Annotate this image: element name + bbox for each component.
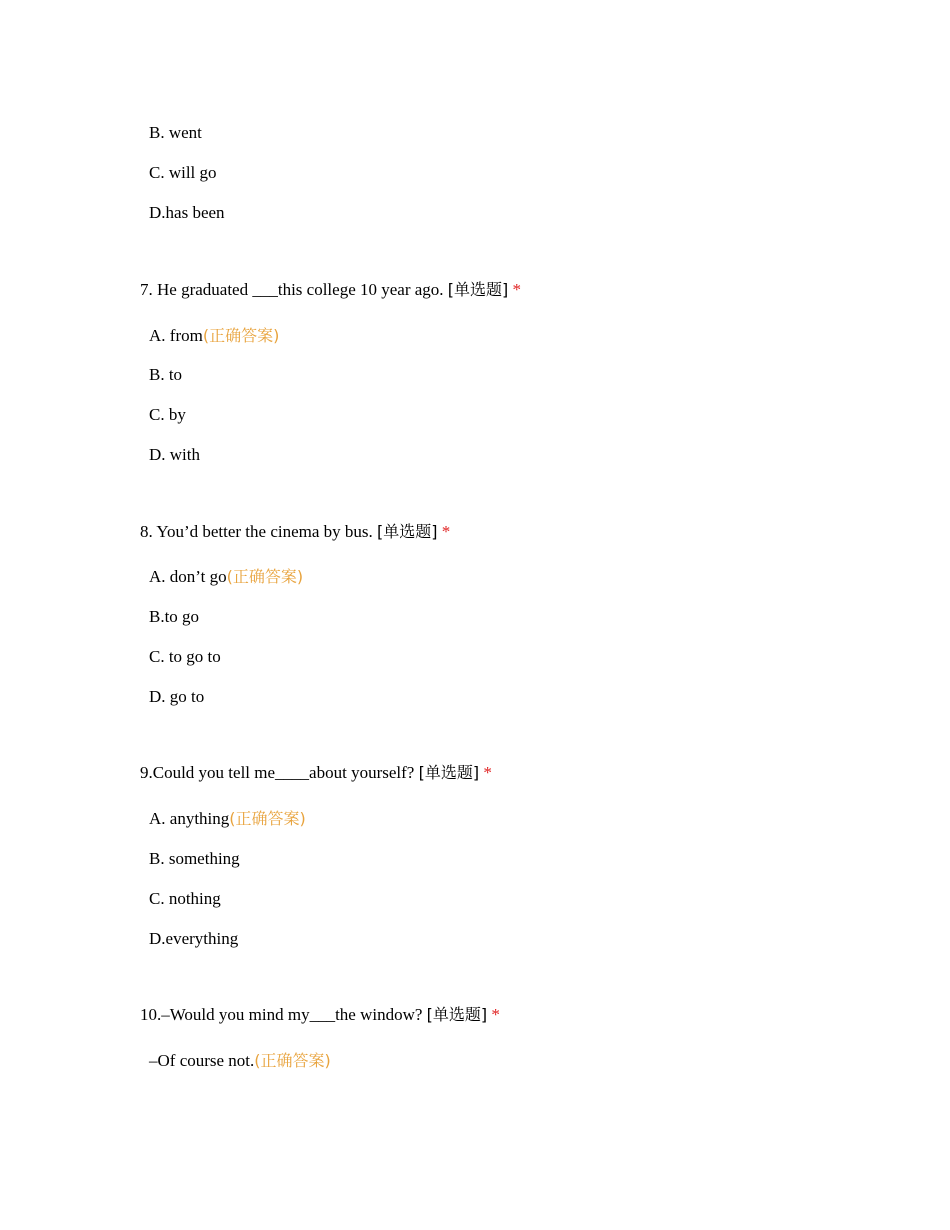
option-label: C. nothing [149, 889, 221, 908]
q10-option-a [149, 1050, 331, 1072]
question-8-title [140, 521, 450, 543]
required-mark: * [512, 280, 522, 299]
q9-option-a [149, 808, 306, 830]
option-label: D.everything [149, 929, 239, 948]
q6-option-c [149, 162, 217, 184]
correct-answer-tag: (正确答案) [202, 326, 280, 345]
option-label: –Of course not. [149, 1051, 255, 1070]
q8-option-c [149, 646, 221, 668]
option-label: B.to go [149, 607, 200, 626]
option-label: C. to go to [149, 647, 221, 666]
question-10-title [140, 1004, 500, 1026]
q9-option-b [149, 848, 240, 870]
question-type-tag: [单选题] [447, 280, 509, 299]
question-type-tag: [单选题] [418, 763, 480, 782]
q8-option-b [149, 606, 199, 628]
option-label: C. will go [149, 163, 217, 182]
q7-option-c [149, 404, 186, 426]
q7-option-a [149, 325, 279, 347]
q7-option-b [149, 364, 182, 386]
question-type-tag: [单选题] [426, 1005, 488, 1024]
option-label: D. with [149, 445, 200, 464]
question-type-tag: [单选题] [377, 522, 438, 541]
option-label: C. by [149, 405, 186, 424]
question-7-title [140, 279, 521, 301]
option-label: B. to [149, 365, 183, 384]
correct-answer-tag: (正确答案) [229, 809, 306, 828]
q9-option-d [149, 928, 238, 950]
option-label: D.has been [149, 203, 225, 222]
option-label: B. something [149, 849, 240, 868]
required-mark: * [483, 763, 492, 782]
option-label: A. anything [149, 809, 230, 828]
option-label: A. don’t go [149, 567, 227, 586]
required-mark: * [441, 522, 451, 541]
q8-option-d [149, 686, 204, 708]
correct-answer-tag: (正确答案) [226, 567, 304, 586]
q8-option-a [149, 566, 303, 588]
question-text: 7. He graduated ___this college 10 year ago. [140, 280, 448, 299]
question-text: 9.Could you tell me____about yourself? [140, 763, 419, 782]
q9-option-c [149, 888, 221, 910]
option-label: D. go to [149, 687, 205, 706]
q7-option-d [149, 444, 200, 466]
q6-option-b [149, 122, 202, 144]
option-label: A. from [149, 326, 203, 345]
required-mark: * [491, 1005, 500, 1024]
question-text: 10.–Would you mind my___the window? [140, 1005, 427, 1024]
option-label: B. went [149, 123, 202, 142]
correct-answer-tag: (正确答案) [254, 1051, 331, 1070]
question-text: 8. You’d better the cinema by bus. [140, 522, 378, 541]
question-9-title [140, 762, 492, 784]
q6-option-d [149, 202, 225, 224]
